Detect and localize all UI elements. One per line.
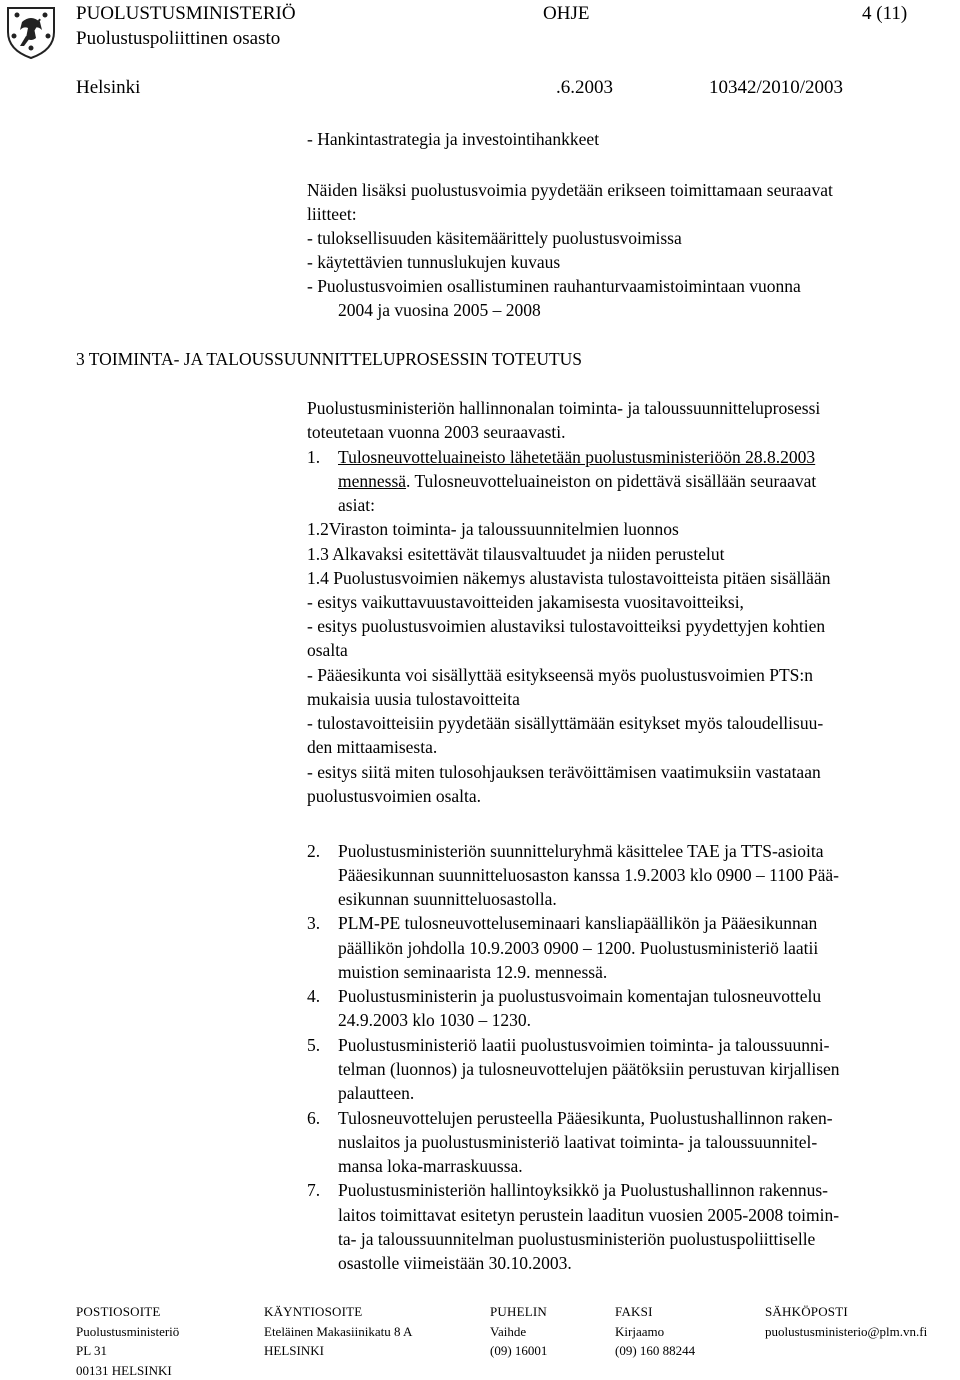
dash-item-continued: osalta — [307, 640, 348, 660]
numbered-item-number: 1. — [307, 447, 321, 467]
numbered-item-line: 24.9.2003 klo 1030 – 1230. — [338, 1010, 531, 1030]
deadline-text: mennessä — [338, 471, 407, 491]
header-date: .6.2003 — [556, 77, 613, 98]
paragraph-line: liitteet: — [307, 204, 357, 224]
dash-item: - esitys puolustusvoimien alustaviksi tulostavoitteiksi pyydettyjen kohtien — [307, 616, 826, 636]
numbered-item-line: mansa loka-marraskuussa. — [338, 1156, 523, 1176]
footer-value: Kirjaamo — [615, 1323, 665, 1339]
numbered-item-line: Pääesikunnan suunnitteluosaston kanssa 1.9.2003 klo 0900 – 1100 Pää- — [338, 865, 839, 885]
footer-postal-column — [76, 1302, 179, 1380]
dash-item: - esitys vaikuttavuustavoitteiden jakamisesta vuositavoitteiksi, — [307, 592, 744, 612]
dash-item: - esitys siitä miten tulosohjauksen terävöittämisen vaatimuksiin vastataan — [307, 762, 821, 782]
numbered-item-line: päällikön johdolla 10.9.2003 0900 – 1200. Puolustusministeriö laatii — [338, 938, 819, 958]
numbered-item-line: Puolustusministeriö laatii puolustusvoimien toiminta- ja taloussuunni- — [338, 1035, 830, 1055]
numbered-item-line: esikunnan suunnitteluosastolla. — [338, 889, 557, 909]
numbered-item-number: 2. — [307, 841, 321, 861]
footer-label: SÄHKÖPOSTI — [765, 1304, 848, 1319]
numbered-item-text: . Tulosneuvotteluaineiston on pidettävä sisällään seuraavat — [406, 471, 817, 491]
dash-item-continued: den mittaamisesta. — [307, 737, 438, 757]
footer-fax-column — [615, 1302, 695, 1361]
footer-label: PUHELIN — [490, 1304, 548, 1319]
numbered-item-line: asiat: — [338, 495, 375, 515]
footer-label: FAKSI — [615, 1304, 653, 1319]
numbered-item-line: telman (luonnos) ja tulosneuvottelujen päätöksiin perustuvan kirjallisen — [338, 1059, 840, 1079]
reference-number: 10342/2010/2003 — [709, 77, 844, 98]
footer-value: PL 31 — [76, 1343, 107, 1358]
numbered-item-line: Puolustusministeriön suunnitteluryhmä käsittelee TAE ja TTS-asioita — [338, 841, 824, 861]
page-number: 4 (11) — [862, 3, 908, 24]
numbered-item-line: ta- ja taloussuunnitelman puolustusministeriön puolustuspoliittiselle — [338, 1229, 816, 1249]
numbered-item-line: Tulosneuvotteluaineisto lähetetään puolustusministeriöön 28.8.2003 — [338, 447, 816, 467]
footer-value: (09) 160 88244 — [615, 1343, 696, 1358]
footer-value: Vaihde — [490, 1323, 527, 1339]
numbered-item-line — [338, 469, 816, 493]
numbered-item-line: laitos toimittavat esitetyn perustein laaditun vuosien 2005-2008 toimin- — [338, 1205, 840, 1225]
header-city: Helsinki — [76, 77, 141, 98]
footer-value: Puolustusministeriö — [76, 1323, 180, 1339]
bullet-item: - Puolustusvoimien osallistuminen rauhanturvaamistoimintaan vuonna — [307, 276, 801, 296]
sub-item: 1.2Viraston toiminta- ja taloussuunnitelmien luonnos — [307, 519, 679, 539]
organization-name: PUOLUSTUSMINISTERIÖ — [76, 3, 296, 24]
numbered-item-line: Tulosneuvottelujen perusteella Pääesikunta, Puolustushallinnon raken- — [338, 1108, 833, 1128]
footer-label: POSTIOSOITE — [76, 1304, 161, 1319]
list-item: - Hankintastrategia ja investointihankkeet — [307, 129, 600, 149]
numbered-item-line: Puolustusministerin ja puolustusvoimain komentajan tulosneuvottelu — [338, 986, 822, 1006]
sub-item: 1.4 Puolustusvoimien näkemys alustavista tulostavoitteista pitäen sisällään — [307, 568, 831, 588]
dash-item: - Pääesikunta voi sisällyttää esitykseensä myös puolustusvoimien PTS:n — [307, 665, 813, 685]
numbered-item-number: 3. — [307, 913, 321, 933]
department-name: Puolustuspoliittinen osasto — [76, 28, 281, 49]
footer-email-column — [765, 1302, 927, 1341]
footer-value: Eteläinen Makasiinikatu 8 A — [264, 1323, 413, 1339]
numbered-item-line: PLM-PE tulosneuvotteluseminaari kansliapäällikön ja Pääesikunnan — [338, 913, 818, 933]
bullet-item: - tuloksellisuuden käsitemäärittely puolustusvoimissa — [307, 228, 682, 248]
numbered-item-number: 7. — [307, 1180, 321, 1200]
dash-item-continued: puolustusvoimien osalta. — [307, 786, 482, 806]
paragraph-line: Puolustusministeriön hallinnonalan toiminta- ja taloussuunnitteluprosessi — [307, 398, 821, 418]
footer-visiting-column — [264, 1302, 412, 1361]
numbered-item-number: 5. — [307, 1035, 321, 1055]
numbered-item-line: muistion seminaarista 12.9. mennessä. — [338, 962, 608, 982]
paragraph-line: Näiden lisäksi puolustusvoimia pyydetään erikseen toimittamaan seuraavat — [307, 180, 833, 200]
numbered-item-number: 4. — [307, 986, 321, 1006]
dash-item-continued: mukaisia uusia tulostavoitteita — [307, 689, 520, 709]
footer-value: HELSINKI — [264, 1343, 324, 1358]
numbered-item-line: palautteen. — [338, 1083, 415, 1103]
bullet-item-continued: 2004 ja vuosina 2005 – 2008 — [338, 300, 541, 320]
footer-value: 00131 HELSINKI — [76, 1362, 172, 1378]
dash-item: - tulostavoitteisiin pyydetään sisällyttämään esitykset myös taloudellisuu- — [307, 713, 824, 733]
section-heading: 3 TOIMINTA- JA TALOUSSUUNNITTELUPROSESSIN TOTEUTUS — [76, 349, 583, 369]
numbered-item-line: nuslaitos ja puolustusministeriö laativat toiminta- ja taloussuunnitel- — [338, 1132, 818, 1152]
numbered-item-line: Puolustusministeriön hallintoyksikkö ja Puolustushallinnon rakennus- — [338, 1180, 828, 1200]
footer-phone-column — [490, 1302, 547, 1361]
footer-email-link[interactable]: puolustusministerio@plm.vn.fi — [765, 1323, 928, 1339]
paragraph-line: toteutetaan vuonna 2003 seuraavasti. — [307, 422, 566, 442]
sub-item: 1.3 Alkavaksi esitettävät tilausvaltuudet ja niiden perustelut — [307, 544, 725, 564]
numbered-item-number: 6. — [307, 1108, 321, 1128]
numbered-item-line: osastolle viimeistään 30.10.2003. — [338, 1253, 572, 1273]
coat-of-arms-logo-icon — [2, 2, 60, 60]
footer-value: (09) 16001 — [490, 1343, 548, 1358]
document-type: OHJE — [543, 3, 590, 24]
footer-label: KÄYNTIOSOITE — [264, 1304, 363, 1319]
bullet-item: - käytettävien tunnuslukujen kuvaus — [307, 252, 561, 272]
